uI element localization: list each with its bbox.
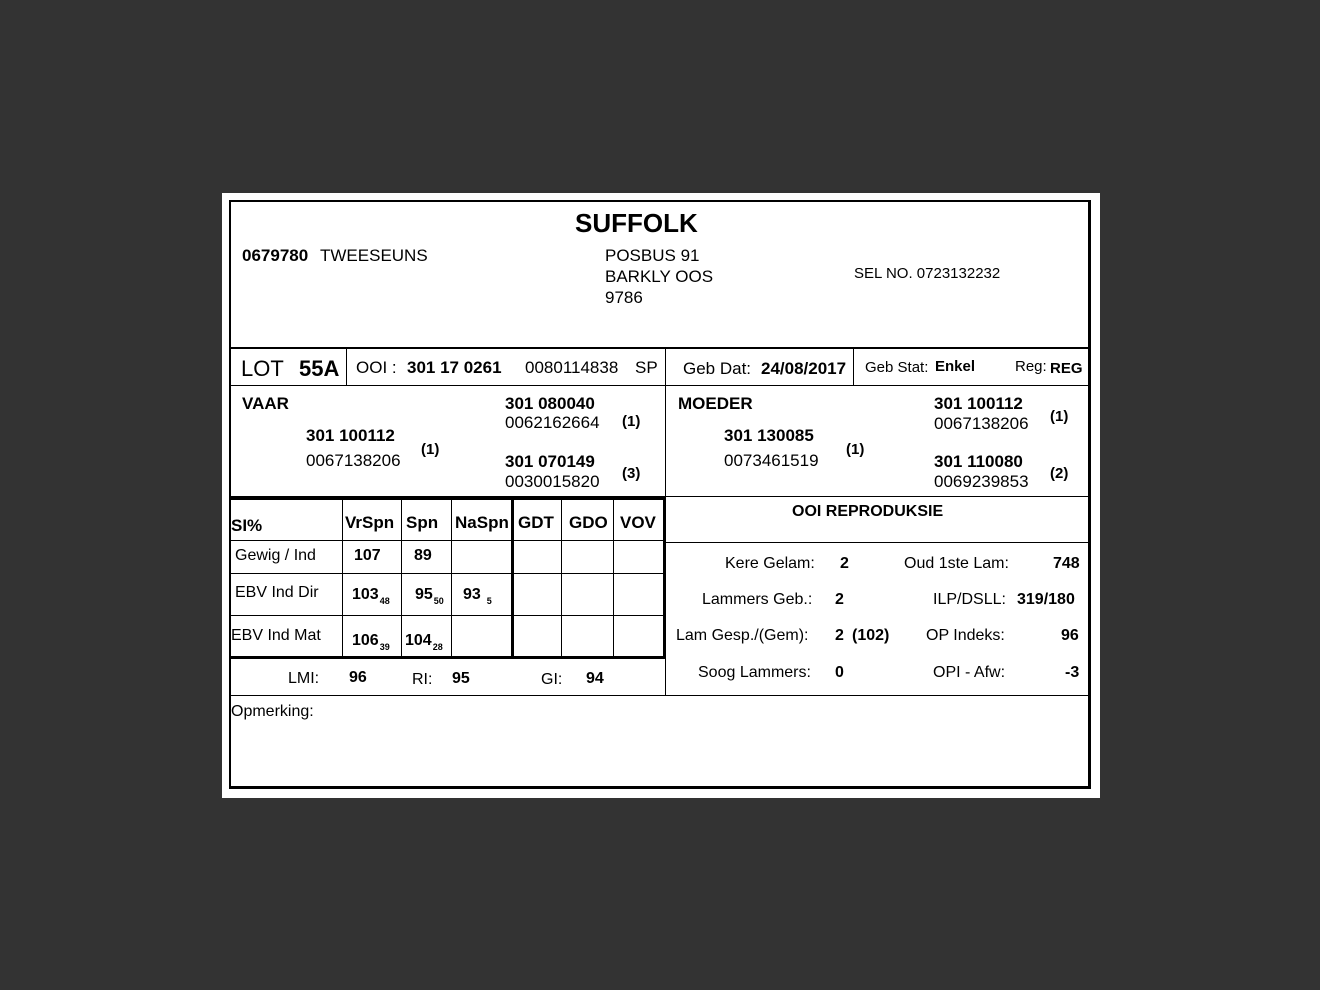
op-index: 96 bbox=[1061, 627, 1079, 644]
ewe-label: OOI : bbox=[356, 358, 397, 377]
lambs-weaned-average: (102) bbox=[852, 627, 890, 644]
table-line bbox=[342, 498, 343, 658]
lot-label: LOT bbox=[241, 356, 284, 381]
first-lamb-age: 748 bbox=[1053, 555, 1080, 572]
header-si: SI% bbox=[231, 516, 263, 535]
ri-value: 95 bbox=[452, 670, 470, 687]
sale-lot-card bbox=[229, 200, 1091, 789]
row-label: Gewig / Ind bbox=[235, 547, 316, 564]
sire-dam-id: 0030015820 bbox=[505, 472, 600, 491]
divider bbox=[665, 386, 666, 496]
sire-dam-number: 301 070149 bbox=[505, 452, 595, 471]
table-line bbox=[231, 573, 664, 574]
table-border bbox=[231, 497, 666, 500]
table-line bbox=[561, 498, 562, 658]
ilp-dsll-label: ILP/DSLL: bbox=[933, 591, 1006, 608]
divider bbox=[665, 658, 666, 695]
reproduction-title: OOI REPRODUKSIE bbox=[792, 503, 944, 520]
lmi-value: 96 bbox=[349, 669, 367, 686]
registration-label: Reg: bbox=[1015, 358, 1047, 375]
divider bbox=[665, 349, 666, 385]
lambs-born-label: Lammers Geb.: bbox=[702, 591, 813, 608]
divider bbox=[231, 347, 1088, 349]
divider bbox=[346, 349, 347, 385]
postal-code: 9786 bbox=[605, 288, 643, 307]
ri-label: RI: bbox=[412, 671, 433, 688]
phone-number: SEL NO. 0723132232 bbox=[854, 265, 1001, 282]
cell-spn: 89 bbox=[414, 547, 432, 564]
row-label: EBV Ind Mat bbox=[231, 627, 321, 644]
dam-grade: (1) bbox=[846, 441, 865, 458]
dam-dam-grade: (2) bbox=[1050, 465, 1069, 482]
sire-id: 0067138206 bbox=[306, 451, 401, 470]
birth-status: Enkel bbox=[935, 358, 976, 375]
suckling-lambs: 0 bbox=[835, 664, 844, 681]
lambs-weaned-label: Lam Gesp./(Gem): bbox=[676, 627, 809, 644]
header-naspn: NaSpn bbox=[455, 513, 509, 532]
cell-naspn: 93 $_5$ bbox=[463, 586, 492, 606]
table-line bbox=[231, 540, 664, 541]
breed-title: SUFFOLK bbox=[575, 208, 698, 238]
remark-label: Opmerking: bbox=[231, 703, 314, 720]
divider bbox=[231, 695, 1088, 696]
header-spn: Spn bbox=[406, 513, 439, 532]
dam-label: MOEDER bbox=[678, 394, 753, 413]
first-lamb-age-label: Oud 1ste Lam: bbox=[904, 555, 1009, 572]
sire-grade: (1) bbox=[421, 441, 440, 458]
divider bbox=[853, 349, 854, 385]
header-vrspn: VrSpn bbox=[345, 513, 395, 532]
table-border bbox=[231, 656, 666, 659]
breeder-number: 0679780 bbox=[242, 246, 309, 265]
dam-sire-grade: (1) bbox=[1050, 408, 1069, 425]
gi-value: 94 bbox=[586, 670, 604, 687]
sire-number: 301 100112 bbox=[306, 426, 395, 445]
dam-number: 301 130085 bbox=[724, 426, 814, 445]
sire-sire-number: 301 080040 bbox=[505, 394, 595, 413]
address-line-2: BARKLY OOS bbox=[605, 267, 714, 286]
dam-dam-number: 301 110080 bbox=[934, 452, 1023, 471]
dam-dam-id: 0069239853 bbox=[934, 472, 1029, 491]
lambs-born: 2 bbox=[835, 591, 844, 608]
times-lambed-label: Kere Gelam: bbox=[725, 555, 815, 572]
table-border bbox=[511, 498, 514, 658]
sire-sire-id: 0062162664 bbox=[505, 413, 600, 432]
ewe-id: 0080114838 bbox=[525, 358, 619, 377]
opi-deviation-label: OPI - Afw: bbox=[933, 664, 1006, 681]
ewe-code: SP bbox=[635, 358, 658, 377]
opi-deviation: -3 bbox=[1065, 664, 1080, 681]
table-line bbox=[401, 498, 402, 658]
birth-date-label: Geb Dat: bbox=[683, 359, 752, 378]
table-border bbox=[663, 498, 666, 658]
table-line bbox=[231, 615, 664, 616]
dam-id: 0073461519 bbox=[724, 451, 819, 470]
cell-vrspn: $103_{48}$ bbox=[352, 586, 390, 606]
lambs-weaned: 2 bbox=[835, 627, 844, 644]
header-gdo: GDO bbox=[569, 513, 608, 532]
lmi-label: LMI: bbox=[288, 670, 320, 687]
cell-vrspn: 107 bbox=[354, 547, 381, 564]
lot-number: 55A bbox=[299, 356, 340, 381]
cell-spn: $95_{50}$ bbox=[415, 586, 444, 606]
registration-status: REG bbox=[1050, 360, 1083, 377]
table-line bbox=[451, 498, 452, 658]
dam-sire-id: 0067138206 bbox=[934, 414, 1029, 433]
header-vov: VOV bbox=[620, 513, 656, 532]
cell-spn: $104_{28}$ bbox=[405, 632, 443, 652]
divider bbox=[666, 542, 1088, 543]
suckling-lambs-label: Soog Lammers: bbox=[698, 664, 811, 681]
dam-sire-number: 301 100112 bbox=[934, 394, 1023, 413]
sire-label: VAAR bbox=[242, 394, 289, 413]
cell-vrspn: $106_{39}$ bbox=[352, 632, 390, 652]
table-line bbox=[613, 498, 614, 658]
gi-label: GI: bbox=[541, 671, 563, 688]
header-gdt: GDT bbox=[518, 513, 554, 532]
sire-dam-grade: (3) bbox=[622, 465, 641, 482]
ilp-dsll: 319/180 bbox=[1017, 591, 1075, 608]
address-line-1: POSBUS 91 bbox=[605, 246, 700, 265]
sire-sire-grade: (1) bbox=[622, 413, 641, 430]
times-lambed: 2 bbox=[840, 555, 849, 572]
breeder-name: TWEESEUNS bbox=[320, 246, 428, 265]
row-label: EBV Ind Dir bbox=[235, 584, 319, 601]
op-index-label: OP Indeks: bbox=[926, 627, 1005, 644]
birth-status-label: Geb Stat: bbox=[865, 359, 929, 376]
ewe-number: 301 17 0261 bbox=[407, 358, 502, 377]
divider bbox=[231, 385, 1088, 386]
birth-date: 24/08/2017 bbox=[761, 359, 847, 378]
